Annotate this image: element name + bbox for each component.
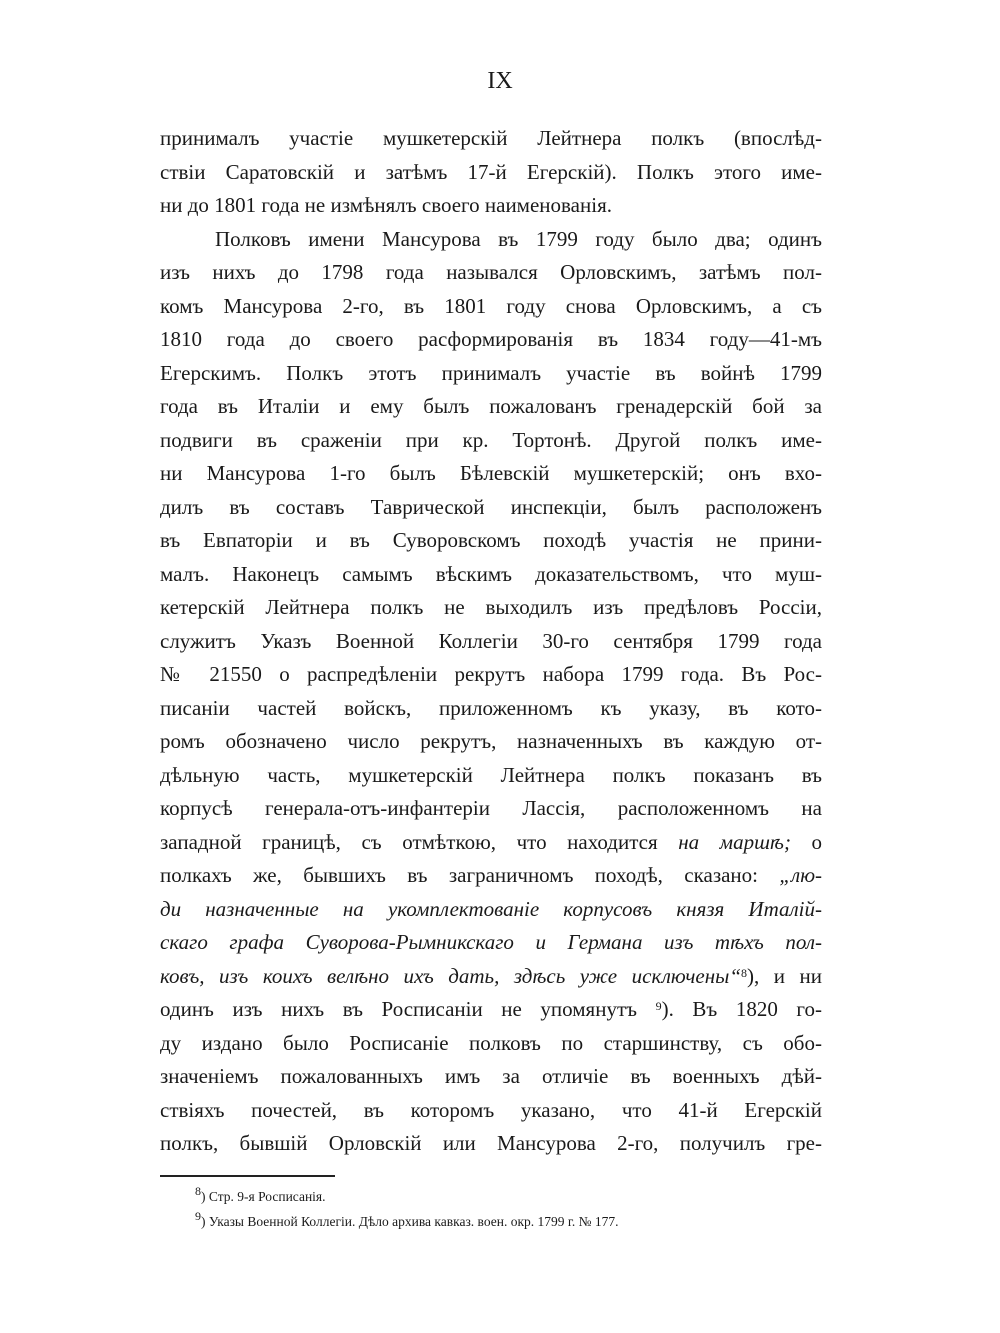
text-segment: комъ Мансурова 2-го, въ 1801 году снова Орловскимъ, а съ [160,293,822,318]
text-segment: въ Евпаторіи и въ Суворовскомъ походѣ участія не прини- [160,528,822,552]
footnote-reference: 9 [655,999,662,1013]
text-segment: полкахъ же, бывшихъ въ заграничномъ походѣ, сказано: [160,863,780,887]
text-segment: Егерскимъ. Полкъ этотъ принималъ участіе въ войнѣ 1799 [160,360,822,385]
text-segment: малъ. Наконецъ самымъ вѣскимъ доказательствомъ, что муш- [160,561,822,586]
text-segment: Полковъ имени Мансурова въ 1799 году было два; одинъ [215,226,822,251]
footnote-mark: 9 [195,1209,201,1223]
italic-text: ди назначенные на укомплектованіе корпусовъ князя Италій- [160,896,822,921]
body-text [160,122,822,1161]
text-line [160,859,822,893]
page-number: IX [487,68,513,94]
footnotes [195,1184,619,1234]
text-segment: ствіи Саратовскій и затѣмъ 17-й Егерскій). Полкъ этого име- [160,159,822,184]
text-segment: ), и ни [747,963,822,988]
text-line [160,591,822,625]
text-segment: полкъ, бывшій Орловскій или Мансурова 2-го, получилъ гре- [160,1131,822,1155]
text-segment: западной границѣ, съ отмѣткою, что находится [160,829,679,854]
footnote [195,1209,619,1234]
italic-text: „лю- [779,863,822,887]
text-line [160,524,822,558]
footnote-mark: 8 [195,1184,201,1198]
italic-text: на маршѣ; [678,829,791,854]
text-line [160,625,822,659]
text-line [160,256,822,290]
text-line [160,792,822,826]
text-segment: дѣльную часть, мушкетерскій Лейтнера полкъ показанъ въ [160,762,822,787]
footnote [195,1184,619,1209]
text-segment: дилъ въ составъ Таврической инспекціи, былъ расположенъ [160,494,822,519]
text-line [160,826,822,860]
text-line [160,223,822,257]
text-segment: служитъ Указъ Военной Коллегіи 30-го сентября 1799 года [160,628,822,653]
text-line [160,893,822,927]
text-segment: ствіяхъ почестей, въ которомъ указано, что 41-й Егерскій [160,1097,822,1122]
text-line [160,390,822,424]
footnote-text: ) Указы Военной Коллегіи. Дѣло архива кавказ. воен. окр. 1799 г. № 177. [201,1214,619,1229]
text-line [160,189,822,223]
text-segment: о [790,829,822,854]
footnote-divider [160,1175,335,1177]
text-segment: одинъ изъ нихъ въ Росписаніи не упомянутъ [160,997,656,1021]
text-line [160,558,822,592]
text-segment: ни Мансурова 1-го былъ Бѣлевскій мушкетерскій; онъ вхо- [160,461,822,485]
text-segment: подвиги въ сраженіи при кр. Тортонѣ. Другой полкъ име- [160,427,822,452]
text-line [160,1060,822,1094]
text-line [160,357,822,391]
text-segment: 1810 года до своего расформированія въ 1834 году—41-мъ [160,327,822,351]
text-line [160,993,822,1027]
text-segment: писаніи частей войскъ, приложенномъ къ указу, въ кото- [160,695,822,720]
text-line [160,658,822,692]
text-segment: ни до 1801 года не измѣнялъ своего наименованія. [160,193,612,217]
text-line [160,323,822,357]
text-segment: значеніемъ пожалованныхъ имъ за отличіе въ военныхъ дѣй- [160,1064,822,1088]
text-line [160,759,822,793]
text-segment: № 21550 о распредѣленіи рекрутъ набора 1799 года. Въ Рос- [160,662,822,686]
footnote-reference: 8 [741,965,748,980]
text-segment: ромъ обозначено число рекрутъ, назначенныхъ въ каждую от- [160,729,822,753]
text-line [160,424,822,458]
text-line [160,457,822,491]
text-line [160,156,822,190]
text-line [160,1094,822,1128]
text-segment: ду издано было Росписаніе полковъ по старшинству, съ обо- [160,1030,822,1055]
text-line [160,122,822,156]
text-segment: корпусѣ генерала-отъ-инфантеріи Лассія, расположенномъ на [160,796,822,820]
text-line [160,1127,822,1161]
text-line [160,491,822,525]
text-line [160,926,822,960]
text-segment: ). Въ 1820 го- [661,997,822,1021]
text-segment: кетерскій Лейтнера полкъ не выходилъ изъ предѣловъ Россіи, [160,595,822,619]
text-line [160,960,822,994]
text-line [160,290,822,324]
text-line [160,1027,822,1061]
text-segment: изъ нихъ до 1798 года назывался Орловскимъ, затѣмъ пол- [160,260,822,284]
text-line [160,692,822,726]
footnote-text: ) Стр. 9-я Росписанія. [201,1189,326,1204]
text-line [160,725,822,759]
italic-text: ковъ, изъ коихъ велѣно ихъ дать, здѣсь уже исключены“ [160,963,742,988]
text-segment: года въ Италіи и ему былъ пожалованъ гренадерскій бой за [160,394,822,418]
text-segment: принималъ участіе мушкетерскій Лейтнера полкъ (впослѣд- [160,126,822,150]
italic-text: скаго графа Суворова-Рымникскаго и Германа изъ тѣхъ пол- [160,930,822,954]
